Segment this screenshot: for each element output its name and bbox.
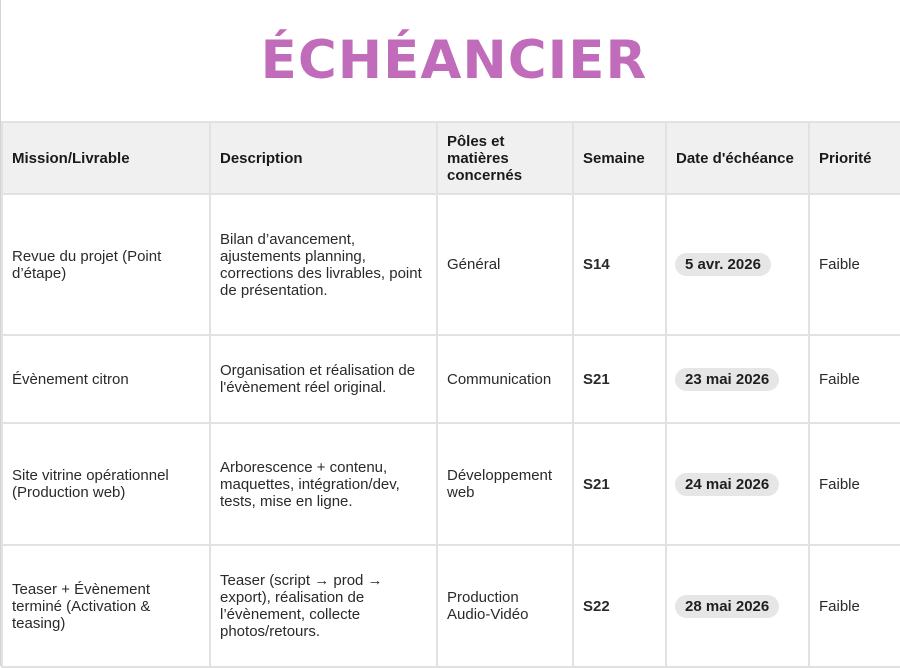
due-date-cell: [666, 545, 809, 667]
priority-cell: Faible: [809, 194, 900, 335]
mission-cell: Revue du projet (Point d’étape): [2, 194, 210, 335]
due-date-chip: 28 mai 2026: [675, 595, 779, 618]
due-date-chip: 24 mai 2026: [675, 473, 779, 496]
header-poles: Pôles et matières concernés: [437, 122, 573, 194]
table-row: [2, 545, 900, 667]
header-description: Description: [210, 122, 437, 194]
mission-cell: Évènement citron: [2, 335, 210, 423]
due-date-chip: 5 avr. 2026: [675, 253, 771, 276]
week-cell: S21: [573, 335, 666, 423]
due-date-cell: [666, 423, 809, 545]
table-row: [2, 423, 900, 545]
mission-cell: Teaser + Évènement terminé (Activation & teasing): [2, 545, 210, 667]
description-cell: Bilan d’avancement, ajustements planning, corrections des livrables, point de présentation.: [210, 194, 437, 335]
table-row: [2, 335, 900, 423]
description-cell: Teaser (script → prod → export), réalisation de l’évènement, collecte photos/retours.: [210, 545, 437, 667]
week-cell: S22: [573, 545, 666, 667]
priority-cell: Faible: [809, 423, 900, 545]
table-row: [2, 194, 900, 335]
due-date-cell: [666, 335, 809, 423]
due-date-chip: 23 mai 2026: [675, 368, 779, 391]
priority-cell: Faible: [809, 335, 900, 423]
week-cell: S21: [573, 423, 666, 545]
header-mission: Mission/Livrable: [2, 122, 210, 194]
description-cell: Organisation et réalisation de l'évènement réel original.: [210, 335, 437, 423]
header-week: Semaine: [573, 122, 666, 194]
priority-cell: Faible: [809, 545, 900, 667]
poles-cell: Production Audio-Vidéo: [437, 545, 573, 667]
week-cell: S14: [573, 194, 666, 335]
poles-cell: Communication: [437, 335, 573, 423]
mission-cell: Site vitrine opérationnel (Production web): [2, 423, 210, 545]
poles-cell: Développement web: [437, 423, 573, 545]
poles-cell: Général: [437, 194, 573, 335]
header-priority: Priorité: [809, 122, 900, 194]
header-due-date: Date d'échéance: [666, 122, 809, 194]
schedule-table: [1, 121, 900, 668]
page-title: ÉCHÉANCIER: [260, 30, 648, 91]
description-cell: Arborescence + contenu, maquettes, intégration/dev, tests, mise en ligne.: [210, 423, 437, 545]
table-header-row: [2, 122, 900, 194]
due-date-cell: [666, 194, 809, 335]
